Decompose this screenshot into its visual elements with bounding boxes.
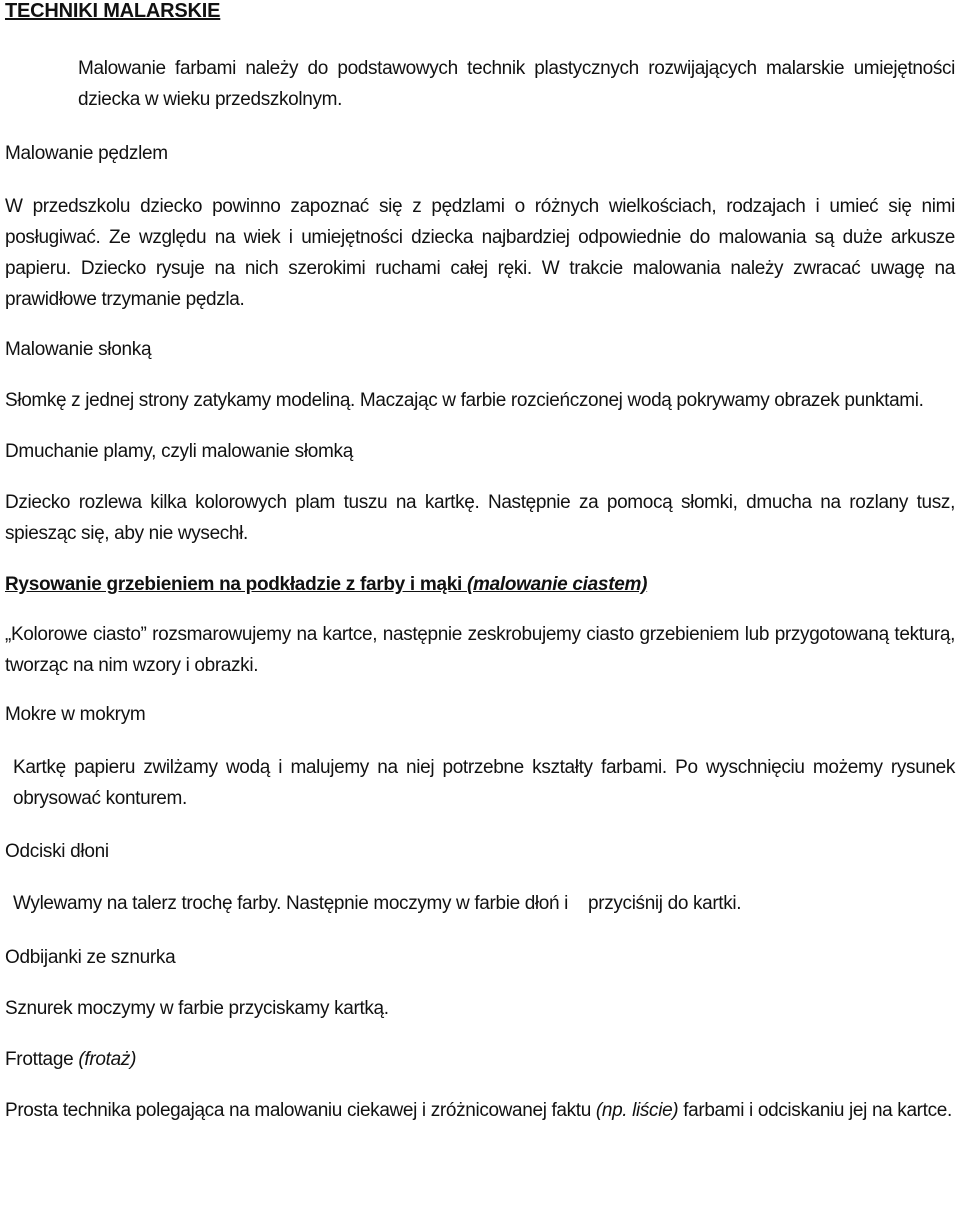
- section-heading-frottage-suffix: (frotaż): [78, 1049, 137, 1070]
- section-heading-comb-suffix: (malowanie ciastem): [466, 574, 648, 595]
- section-body-straw-dots: Słomkę z jednej strony zatykamy modeliną. Maczając w farbie rozcieńczonej wodą pokrywamy obrazek punktami.: [5, 390, 924, 411]
- section-body-hand-prints-b: przyciśnij do kartki.: [588, 893, 742, 914]
- section-heading-string-prints: Odbijanki ze sznurka: [5, 947, 176, 968]
- section-body-hand-prints-a: Wylewamy na talerz trochę farby. Następnie moczymy w farbie dłoń i: [13, 893, 569, 914]
- section-heading-comb-main: Rysowanie grzebieniem na podkładzie z farby i mąki: [5, 574, 462, 595]
- section-body-blow-painting: Dziecko rozlewa kilka kolorowych plam tuszu na kartkę. Następnie za pomocą słomki, dmucha na rozlany tusz, spiesząc się, aby nie wysechł.: [5, 492, 955, 544]
- section-heading-brush: Malowanie pędzlem: [5, 143, 168, 164]
- section-heading-wet-on-wet: Mokre w mokrym: [5, 704, 146, 725]
- section-body-string-prints: Sznurek moczymy w farbie przyciskamy kartką.: [5, 998, 389, 1019]
- section-body-hand-prints: [5, 888, 955, 919]
- section-heading-comb-painting: [5, 569, 955, 600]
- section-body-wet-on-wet: Kartkę papieru zwilżamy wodą i malujemy na niej potrzebne kształty farbami. Po wyschnięciu możemy rysunek obrysować konturem.: [13, 757, 955, 809]
- intro-paragraph: Malowanie farbami należy do podstawowych technik plastycznych rozwijających malarskie umiejętności dziecka w wieku przedszkolnym.: [78, 58, 955, 110]
- section-body-frottage-a: Prosta technika polegająca na malowaniu ciekawej i zróżnicowanej faktu: [5, 1100, 591, 1121]
- section-heading-straw-dots: Malowanie słonką: [5, 339, 152, 360]
- section-body-brush: W przedszkolu dziecko powinno zapoznać się z pędzlami o różnych wielkościach, rodzajach i umieć się nimi posługiwać. Ze względu na wiek i umiejętności dziecka najbardziej odpowiednie do malowania są duże arkusze papieru. Dziecko rysuje na nich szerokimi ruchami całej ręki. W trakcie malowania należy zwracać uwagę na prawidłowe trzymanie pędzla.: [5, 196, 955, 310]
- document-title: TECHNIKI MALARSKIE: [5, 0, 221, 22]
- section-heading-frottage-main: Frottage: [5, 1049, 74, 1070]
- section-body-frottage-b: (np. liście): [595, 1100, 679, 1121]
- section-heading-frottage: [5, 1044, 955, 1075]
- section-body-comb-painting: „Kolorowe ciasto” rozsmarowujemy na kartce, następnie zeskrobujemy ciasto grzebieniem lub przygotowaną tekturą, tworząc na nim wzory i obrazki.: [5, 624, 955, 676]
- section-heading-blow-painting: Dmuchanie plamy, czyli malowanie słomką: [5, 441, 354, 462]
- section-body-frottage: [5, 1095, 955, 1126]
- document-page: [5, 0, 955, 1126]
- section-heading-hand-prints: Odciski dłoni: [5, 841, 109, 862]
- section-body-frottage-c: farbami i odciskaniu jej na kartce.: [683, 1100, 952, 1121]
